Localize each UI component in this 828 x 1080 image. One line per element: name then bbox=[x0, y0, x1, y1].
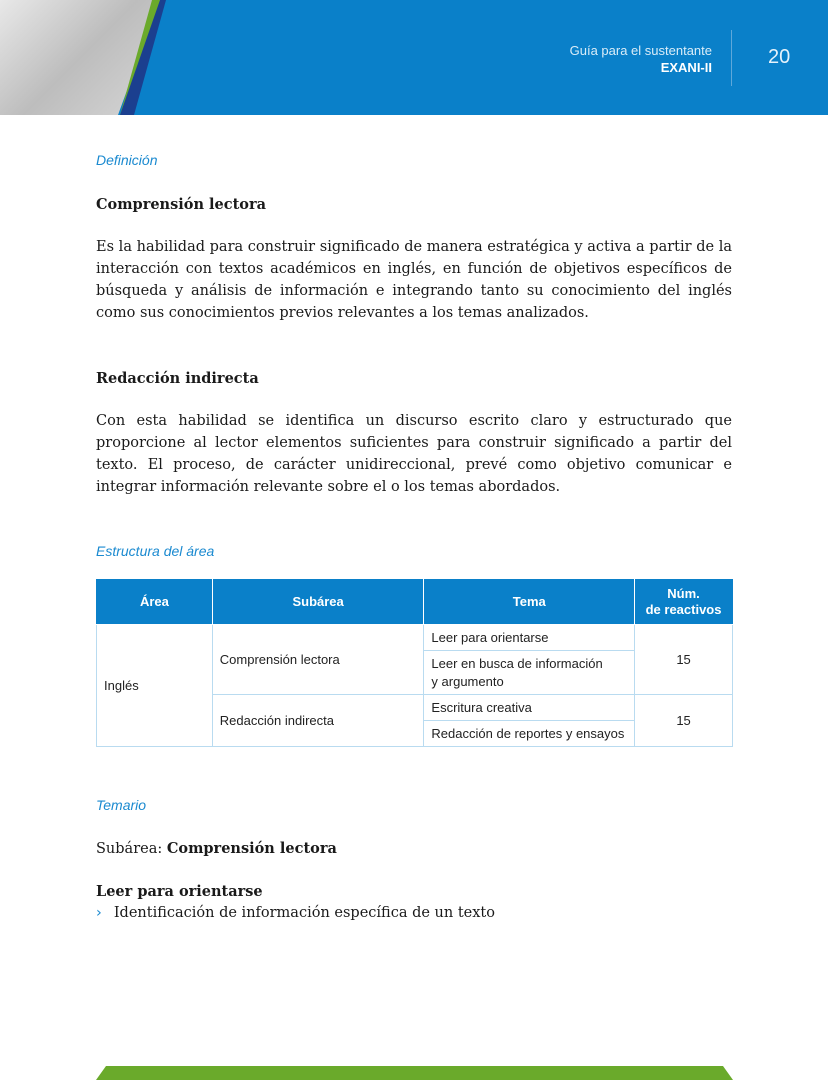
section-temario: Temario bbox=[96, 797, 147, 813]
subarea-prefix: Subárea: bbox=[96, 841, 163, 857]
subarea-line bbox=[96, 840, 337, 857]
subarea-cell: Redacción indirecta bbox=[212, 695, 424, 747]
table-row bbox=[97, 625, 733, 651]
count-cell: 15 bbox=[635, 625, 733, 695]
topic-cell: Redacción de reportes y ensayos bbox=[424, 721, 635, 747]
heading-comprension: Comprensión lectora bbox=[96, 196, 266, 213]
heading-redaccion: Redacción indirecta bbox=[96, 370, 259, 387]
subarea-name: Comprensión lectora bbox=[166, 840, 337, 857]
bullet-text: Identificación de información específica de un texto bbox=[113, 905, 495, 921]
page-header bbox=[0, 0, 828, 115]
bullet-item bbox=[96, 905, 495, 921]
header-num bbox=[635, 579, 733, 625]
topic-cell: Leer en busca de información y argumento bbox=[424, 651, 635, 695]
area-cell: Inglés bbox=[97, 625, 213, 747]
header-num-line1: Núm. bbox=[667, 585, 700, 601]
structure-table bbox=[96, 579, 733, 747]
table-header bbox=[97, 579, 733, 625]
header-title bbox=[570, 42, 712, 76]
count-cell: 15 bbox=[635, 695, 733, 747]
section-structure: Estructura del área bbox=[96, 543, 215, 559]
header-num-line2: de reactivos bbox=[645, 601, 722, 617]
header-tema: Tema bbox=[424, 579, 635, 625]
topic-heading: Leer para orientarse bbox=[96, 883, 263, 900]
paragraph-comprension: Es la habilidad para construir significado de manera estratégica y activa a partir de la interacción con textos académicos en inglés, en función de objetivos específicos de búsqueda y análisis de información e integrando tanto su conocimiento del inglés como sus conocimientos previos relevantes a los temas analizados. bbox=[96, 239, 732, 321]
header-subarea: Subárea bbox=[212, 579, 424, 625]
header-divider bbox=[731, 30, 732, 86]
paragraph-redaccion: Con esta habilidad se identifica un discurso escrito claro y estructurado que proporcione al lector elementos suficientes para construir significado a partir del texto. El proceso, de carácter unidireccional, prevé como objetivo comunicar e integrar información relevante sobre el o los temas abordados. bbox=[96, 413, 732, 495]
guide-title: Guía para el sustentante bbox=[569, 43, 712, 58]
subarea-cell: Comprensión lectora bbox=[212, 625, 424, 695]
exam-name: EXANI-II bbox=[660, 60, 712, 75]
header-area: Área bbox=[97, 579, 213, 625]
topic-cell: Escritura creativa bbox=[424, 695, 635, 721]
chevron-right-icon: › bbox=[96, 905, 102, 921]
section-definition: Definición bbox=[96, 152, 158, 168]
page-number: 20 bbox=[768, 46, 791, 68]
topic-cell: Leer para orientarse bbox=[424, 625, 635, 651]
